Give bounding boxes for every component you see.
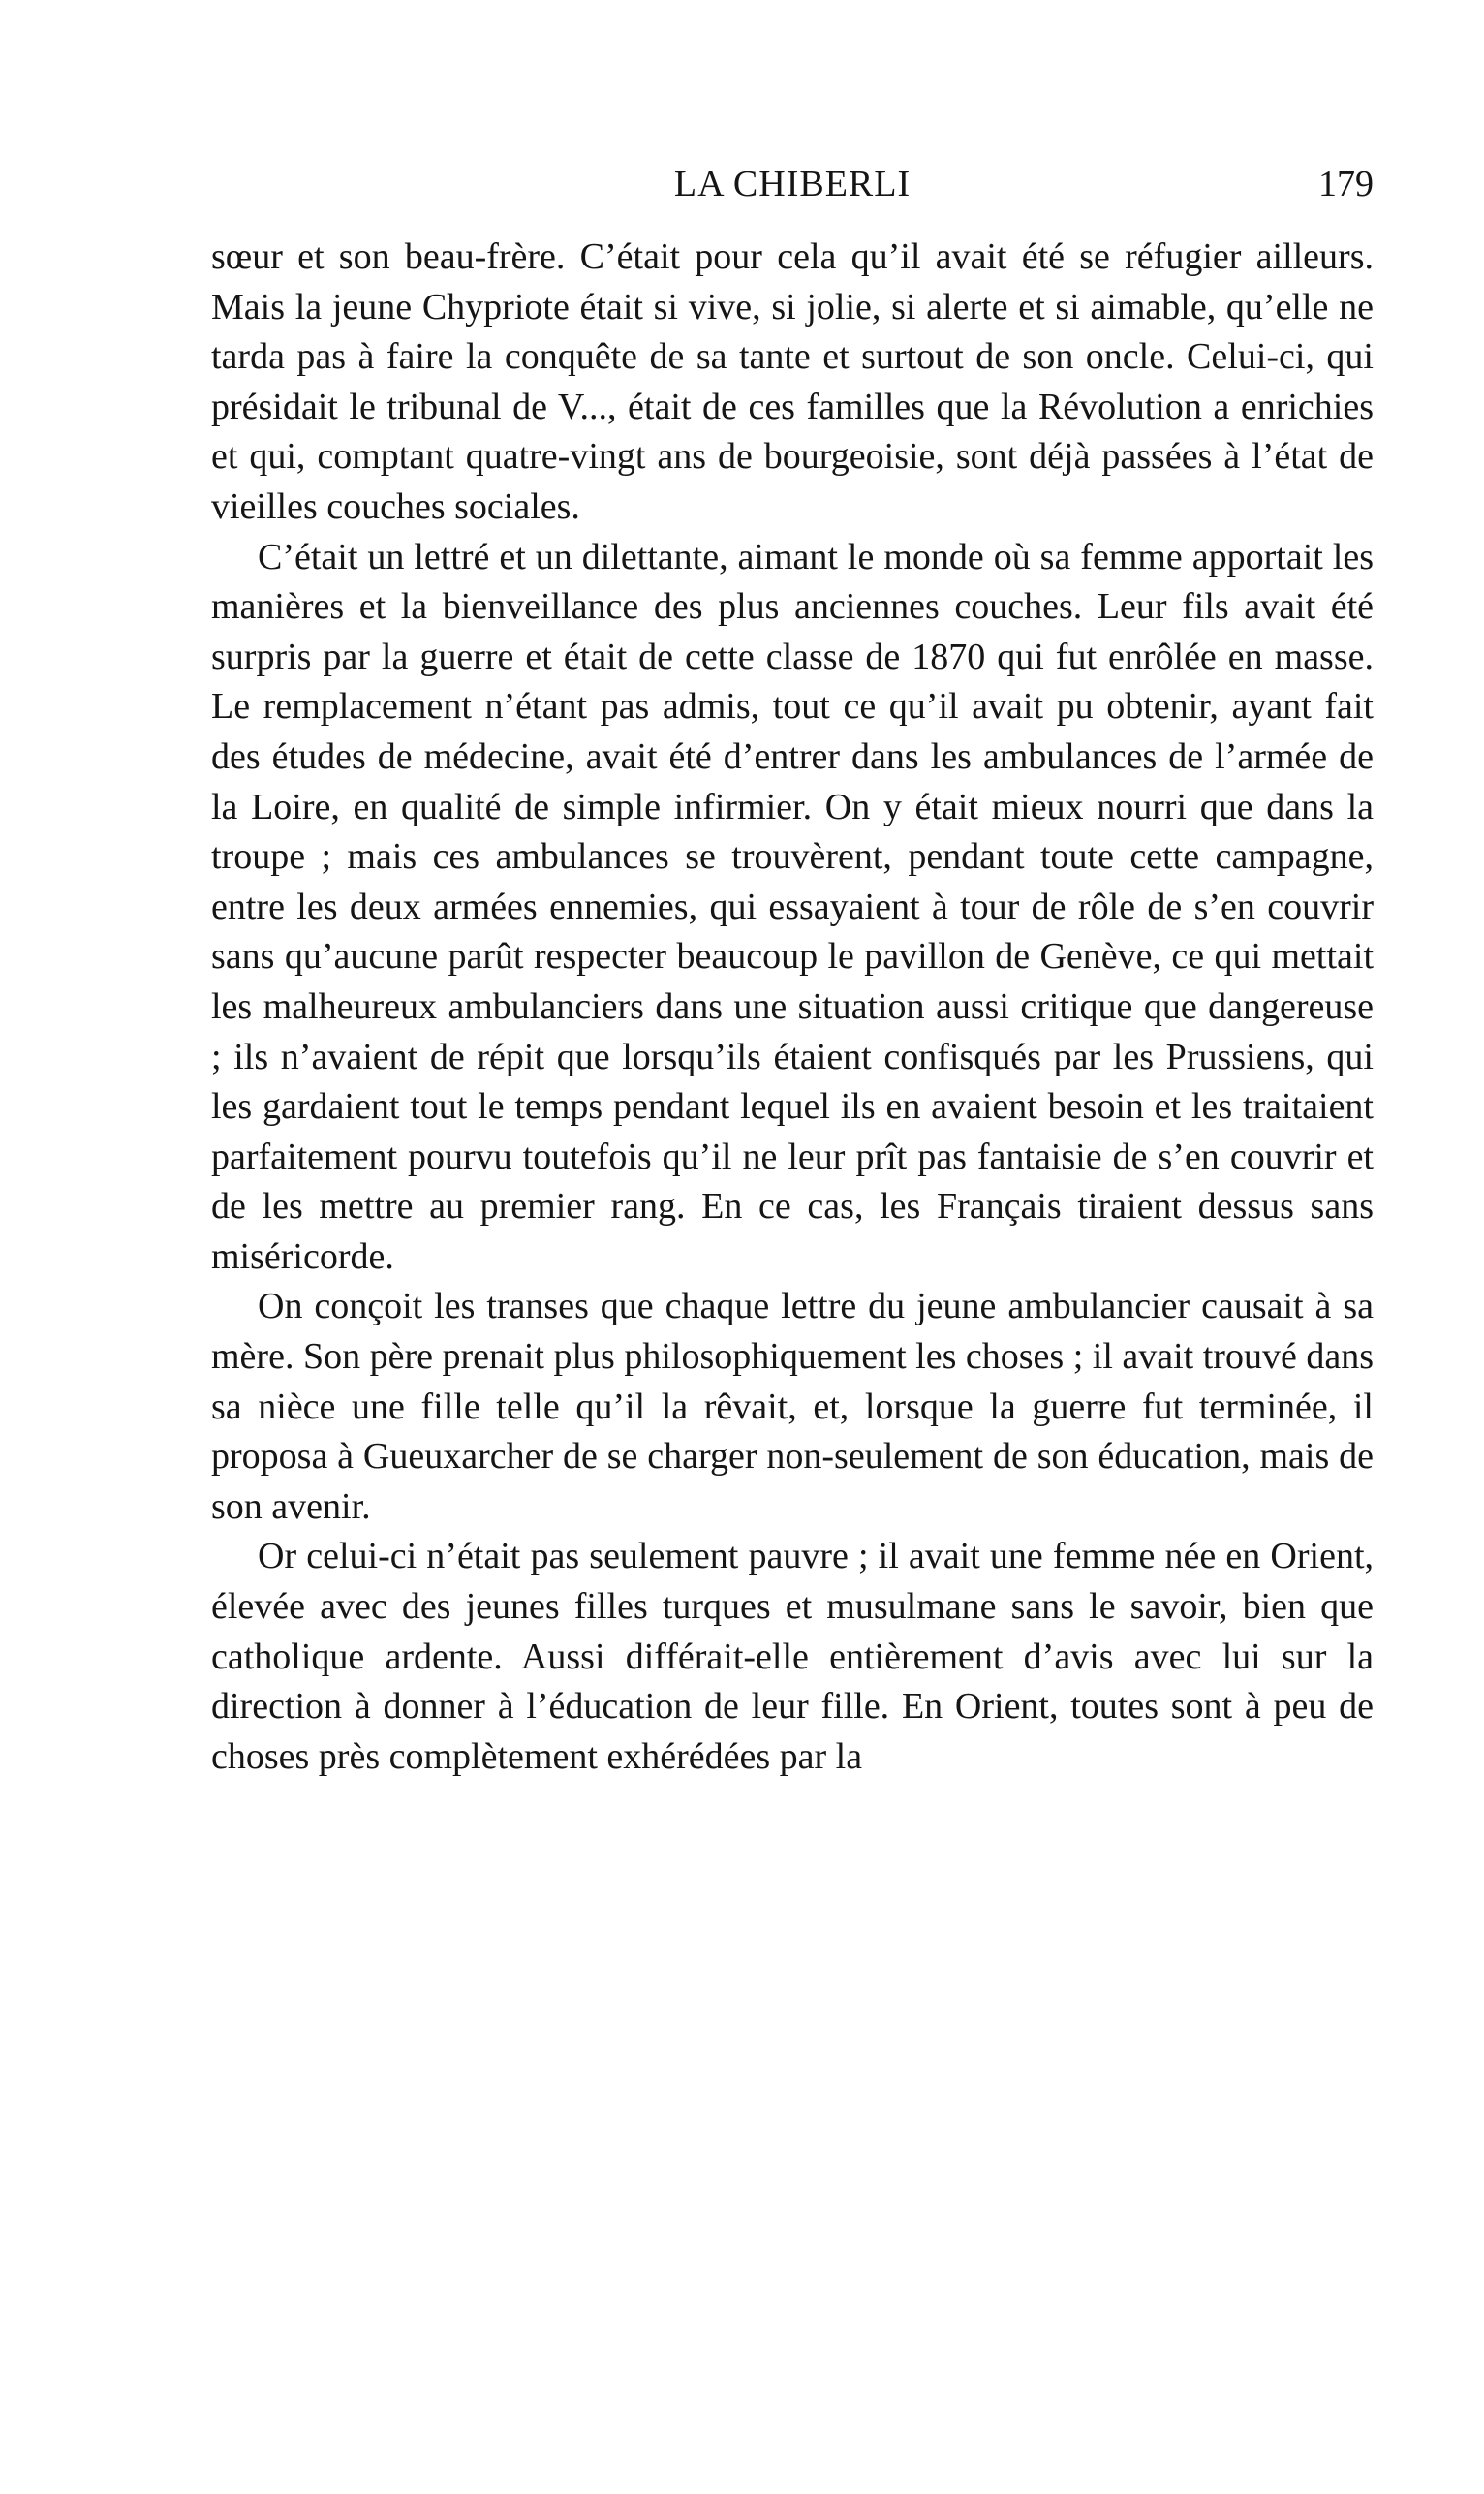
paragraph-continued: sœur et son beau-frère. C’était pour cela qu’il avait été se réfugier ailleurs. Mais la jeune Chypriote était si vive, si jolie, si alerte et si aimable, qu’elle ne tarda pas à faire la conquête de sa tante et surtout de son oncle. Celui-ci, qui présidait le tribunal de V..., était de ces familles que la Révolution a enrichies et qui, comptant quatre-vingt ans de bourgeoisie, sont déjà passées à l’état de vieilles couches sociales. [211,236,1374,527]
body-text [211,233,1374,1782]
paragraph: C’était un lettré et un dilettante, aimant le monde où sa femme apportait les manières et la bienveillance des plus anciennes couches. Leur fils avait été surpris par la guerre et était de cette classe de 1870 qui fut enrôlée en masse. Le remplacement n’étant pas admis, tout ce qu’il avait pu obtenir, ayant fait des études de médecine, avait été d’entrer dans les ambulances de l’armée de la Loire, en qualité de simple infirmier. On y était mieux nourri que dans la troupe ; mais ces ambulances se trouvèrent, pendant toute cette campagne, entre les deux armées ennemies, qui essayaient à tour de rôle de s’en couvrir sans qu’aucune parût respecter beaucoup le pavillon de Genève, ce qui mettait les malheureux ambulanciers dans une situation aussi critique que dangereuse ; ils n’avaient de répit que lorsqu’ils étaient confisqués par les Prussiens, qui les gardaient tout le temps pendant lequel ils en avaient besoin et les traitaient parfaitement pourvu toutefois qu’il ne leur prît pas fantaisie de s’en couvrir et de les mettre au premier rang. En ce cas, les Français tiraient dessus sans miséricorde. [211,536,1374,1277]
page-number: 179 [1318,164,1374,204]
paragraph: On conçoit les transes que chaque lettre du jeune ambulancier causait à sa mère. Son père prenait plus philosophiquement les choses ; il avait trouvé dans sa nièce une fille telle qu’il la rêvait, et, lorsque la guerre fut terminée, il proposa à Gueuxarcher de se charger non-seulement de son éducation, mais de son avenir. [211,1286,1374,1527]
paragraph: Or celui-ci n’était pas seulement pauvre ; il avait une femme née en Orient, élevée avec des jeunes filles turques et musulmane sans le savoir, bien que catholique ardente. Aussi différait-elle entièrement d’avis avec lui sur la direction à donner à l’éducation de leur fille. En Orient, toutes sont à peu de choses près complètement exhérédées par la [211,1536,1374,1777]
running-title: LA CHIBERLI [673,164,912,204]
running-head [211,163,1374,211]
